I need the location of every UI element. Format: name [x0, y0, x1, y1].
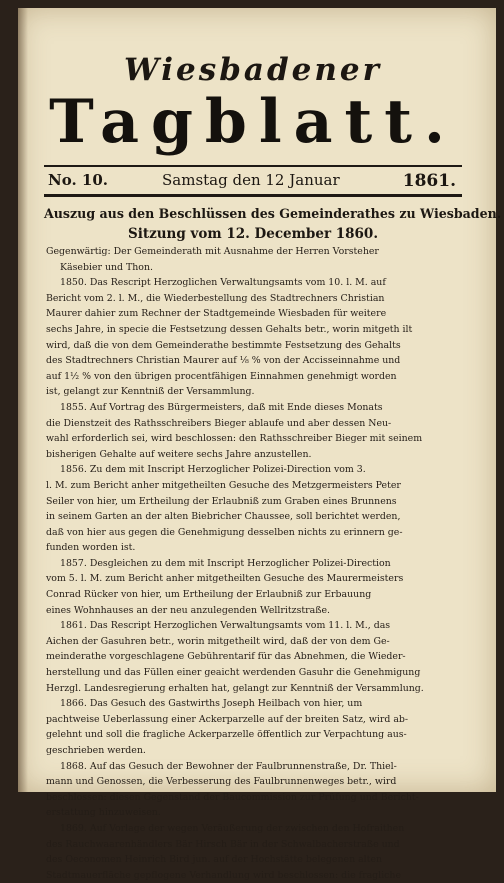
dateline — [44, 171, 462, 193]
article-line: l. M. zum Bericht anher mitgetheilten Gesuche des Metzgermeisters Peter — [46, 479, 401, 491]
newspaper-page — [18, 8, 502, 881]
article-headline: Auszug aus den Beschlüssen des Gemeinderathes zu Wiesbaden. — [44, 206, 502, 221]
article-line: wahl erforderlich sei, wird beschlossen: den Rathsschreiber Bieger mit seinem — [46, 433, 423, 445]
article-line: daß von hier aus gegen die Genehmigung desselben nichts zu erinnern ge- — [46, 526, 403, 538]
article-line: des Stadtrechners Christian Maurer auf ⅛ % von der Accisseinnahme und — [46, 355, 401, 367]
article-line: auf 1½ % von den übrigen procentfähigen Einnahmen genehmigt worden — [46, 370, 397, 382]
article-line: sechs Jahre, in specie die Festsetzung dessen Gehalts betr., worin mitgeth ilt — [46, 323, 413, 335]
article-line: geschrieben werden. — [46, 745, 146, 756]
issue-date: Samstag den 12 Januar — [162, 171, 340, 189]
article-line: Maurer dahier zum Rechner der Stadtgemeinde Wiesbaden für weitere — [46, 308, 387, 320]
article-line: 1869. Auf Vorlage der wegen Veräußerung der zwischen den Hofraithen — [60, 822, 405, 834]
article-line: funden worden ist. — [46, 542, 136, 554]
article-line: des Oeconomen Heinrich Bird jun. auf der Hochstätte belegenen alten — [46, 854, 383, 866]
article-line: gelehnt und soll die fragliche Ackerparzelle öffentlich zur Verpachtung aus- — [46, 729, 407, 741]
article-session: Sitzung vom 12. December 1860. — [127, 226, 379, 242]
article-line: 1855. Auf Vortrag des Bürgermeisters, daß mit Ende dieses Monats — [60, 401, 383, 413]
article-line: Aichen der Gasuhren betr., worin mitgetheilt wird, daß der von dem Ge- — [46, 635, 390, 647]
article-line: beschlossen: diesen Gegenstand der Baucommission zur Prüfung und Bericht- — [46, 791, 419, 803]
issue-number: No. 10. — [48, 171, 108, 189]
article-line: 1857. Desgleichen zu dem mit Inscript Herzoglicher Polizei-Direction — [60, 557, 391, 569]
article-line: Conrad Rücker von hier, um Ertheilung der Erlaubniß zur Erbauung — [46, 589, 372, 601]
page-fold-shadow — [18, 8, 28, 792]
article-line: herstellung und das Füllen einer geaicht werdenden Gasuhr die Genehmigung — [46, 667, 421, 679]
masthead-subtitle: Wiesbadener — [124, 52, 382, 88]
article-line: die Dienstzeit des Rathsschreibers Bieger ablaufe und aber dessen Neu- — [46, 417, 392, 429]
masthead-rule-bottom — [44, 194, 462, 197]
article-body — [46, 244, 462, 883]
article-line: eines Wohnhauses an der neu anzulegenden Wellritzstraße. — [46, 604, 331, 616]
article-line: erstattung hinzuweisen. — [46, 807, 161, 819]
masthead-title: Tagblatt. — [49, 87, 457, 157]
article-line: mann und Genossen, die Verbesserung des Faulbrunnenweges betr., wird — [46, 776, 397, 788]
article-line: 1850. Das Rescript Herzoglichen Verwaltungsamts vom 10. l. M. auf — [60, 277, 386, 289]
article-line: des Rauchwaarenhändlers Bär Hirsch Bär in der Schwalbacherstraße und — [46, 838, 400, 850]
article-line: 1868. Auf das Gesuch der Bewohner der Faulbrunnenstraße, Dr. Thiel- — [60, 760, 397, 772]
article-line: Stadtmauerfläche gepflogene Verhandlung wird beschlossen: die fragliche — [46, 869, 402, 881]
article-line: meinderathe vorgeschlagene Gebührentarif für das Abnehmen, die Wieder- — [46, 651, 406, 663]
article-line: wird, daß die von dem Gemeinderathe bestimmte Festsetzung des Gehalts — [46, 339, 401, 351]
article-line: 1861. Das Rescript Herzoglichen Verwaltungsamts vom 11. l. M., das — [60, 620, 391, 632]
article-line: Käsebier und Thon. — [60, 261, 153, 273]
article-line: Bericht vom 2. l. M., die Wiederbestellung des Stadtrechners Christian — [46, 292, 385, 304]
article-line: Herzgl. Landesregierung erhalten hat, gelangt zur Kenntniß der Versammlung. — [46, 682, 424, 694]
article-line: 1856. Zu dem mit Inscript Herzoglicher Polizei-Direction vom 3. — [60, 464, 366, 476]
issue-year: 1861. — [402, 171, 456, 191]
article-line: in seinem Garten an der alten Biebricher Chaussee, soll berichtet werden, — [46, 511, 401, 523]
article-line: vom 5. l. M. zum Bericht anher mitgetheilten Gesuche des Maurermeisters — [46, 573, 404, 585]
article-line: Seiler von hier, um Ertheilung der Erlaubniß zum Graben eines Brunnens — [46, 495, 397, 507]
article-line: Gegenwärtig: Der Gemeinderath mit Ausnahme der Herren Vorsteher — [46, 246, 379, 257]
article-line: pachtweise Ueberlassung einer Ackerparzelle auf der breiten Satz, wird ab- — [46, 713, 409, 725]
masthead-rule-top — [44, 165, 462, 167]
article-line: ist, gelangt zur Kenntniß der Versammlung. — [46, 386, 255, 398]
article-line: bisherigen Gehalte auf weitere sechs Jahre anzustellen. — [46, 448, 312, 460]
article-line: 1866. Das Gesuch des Gastwirths Joseph Heilbach von hier, um — [60, 698, 363, 710]
